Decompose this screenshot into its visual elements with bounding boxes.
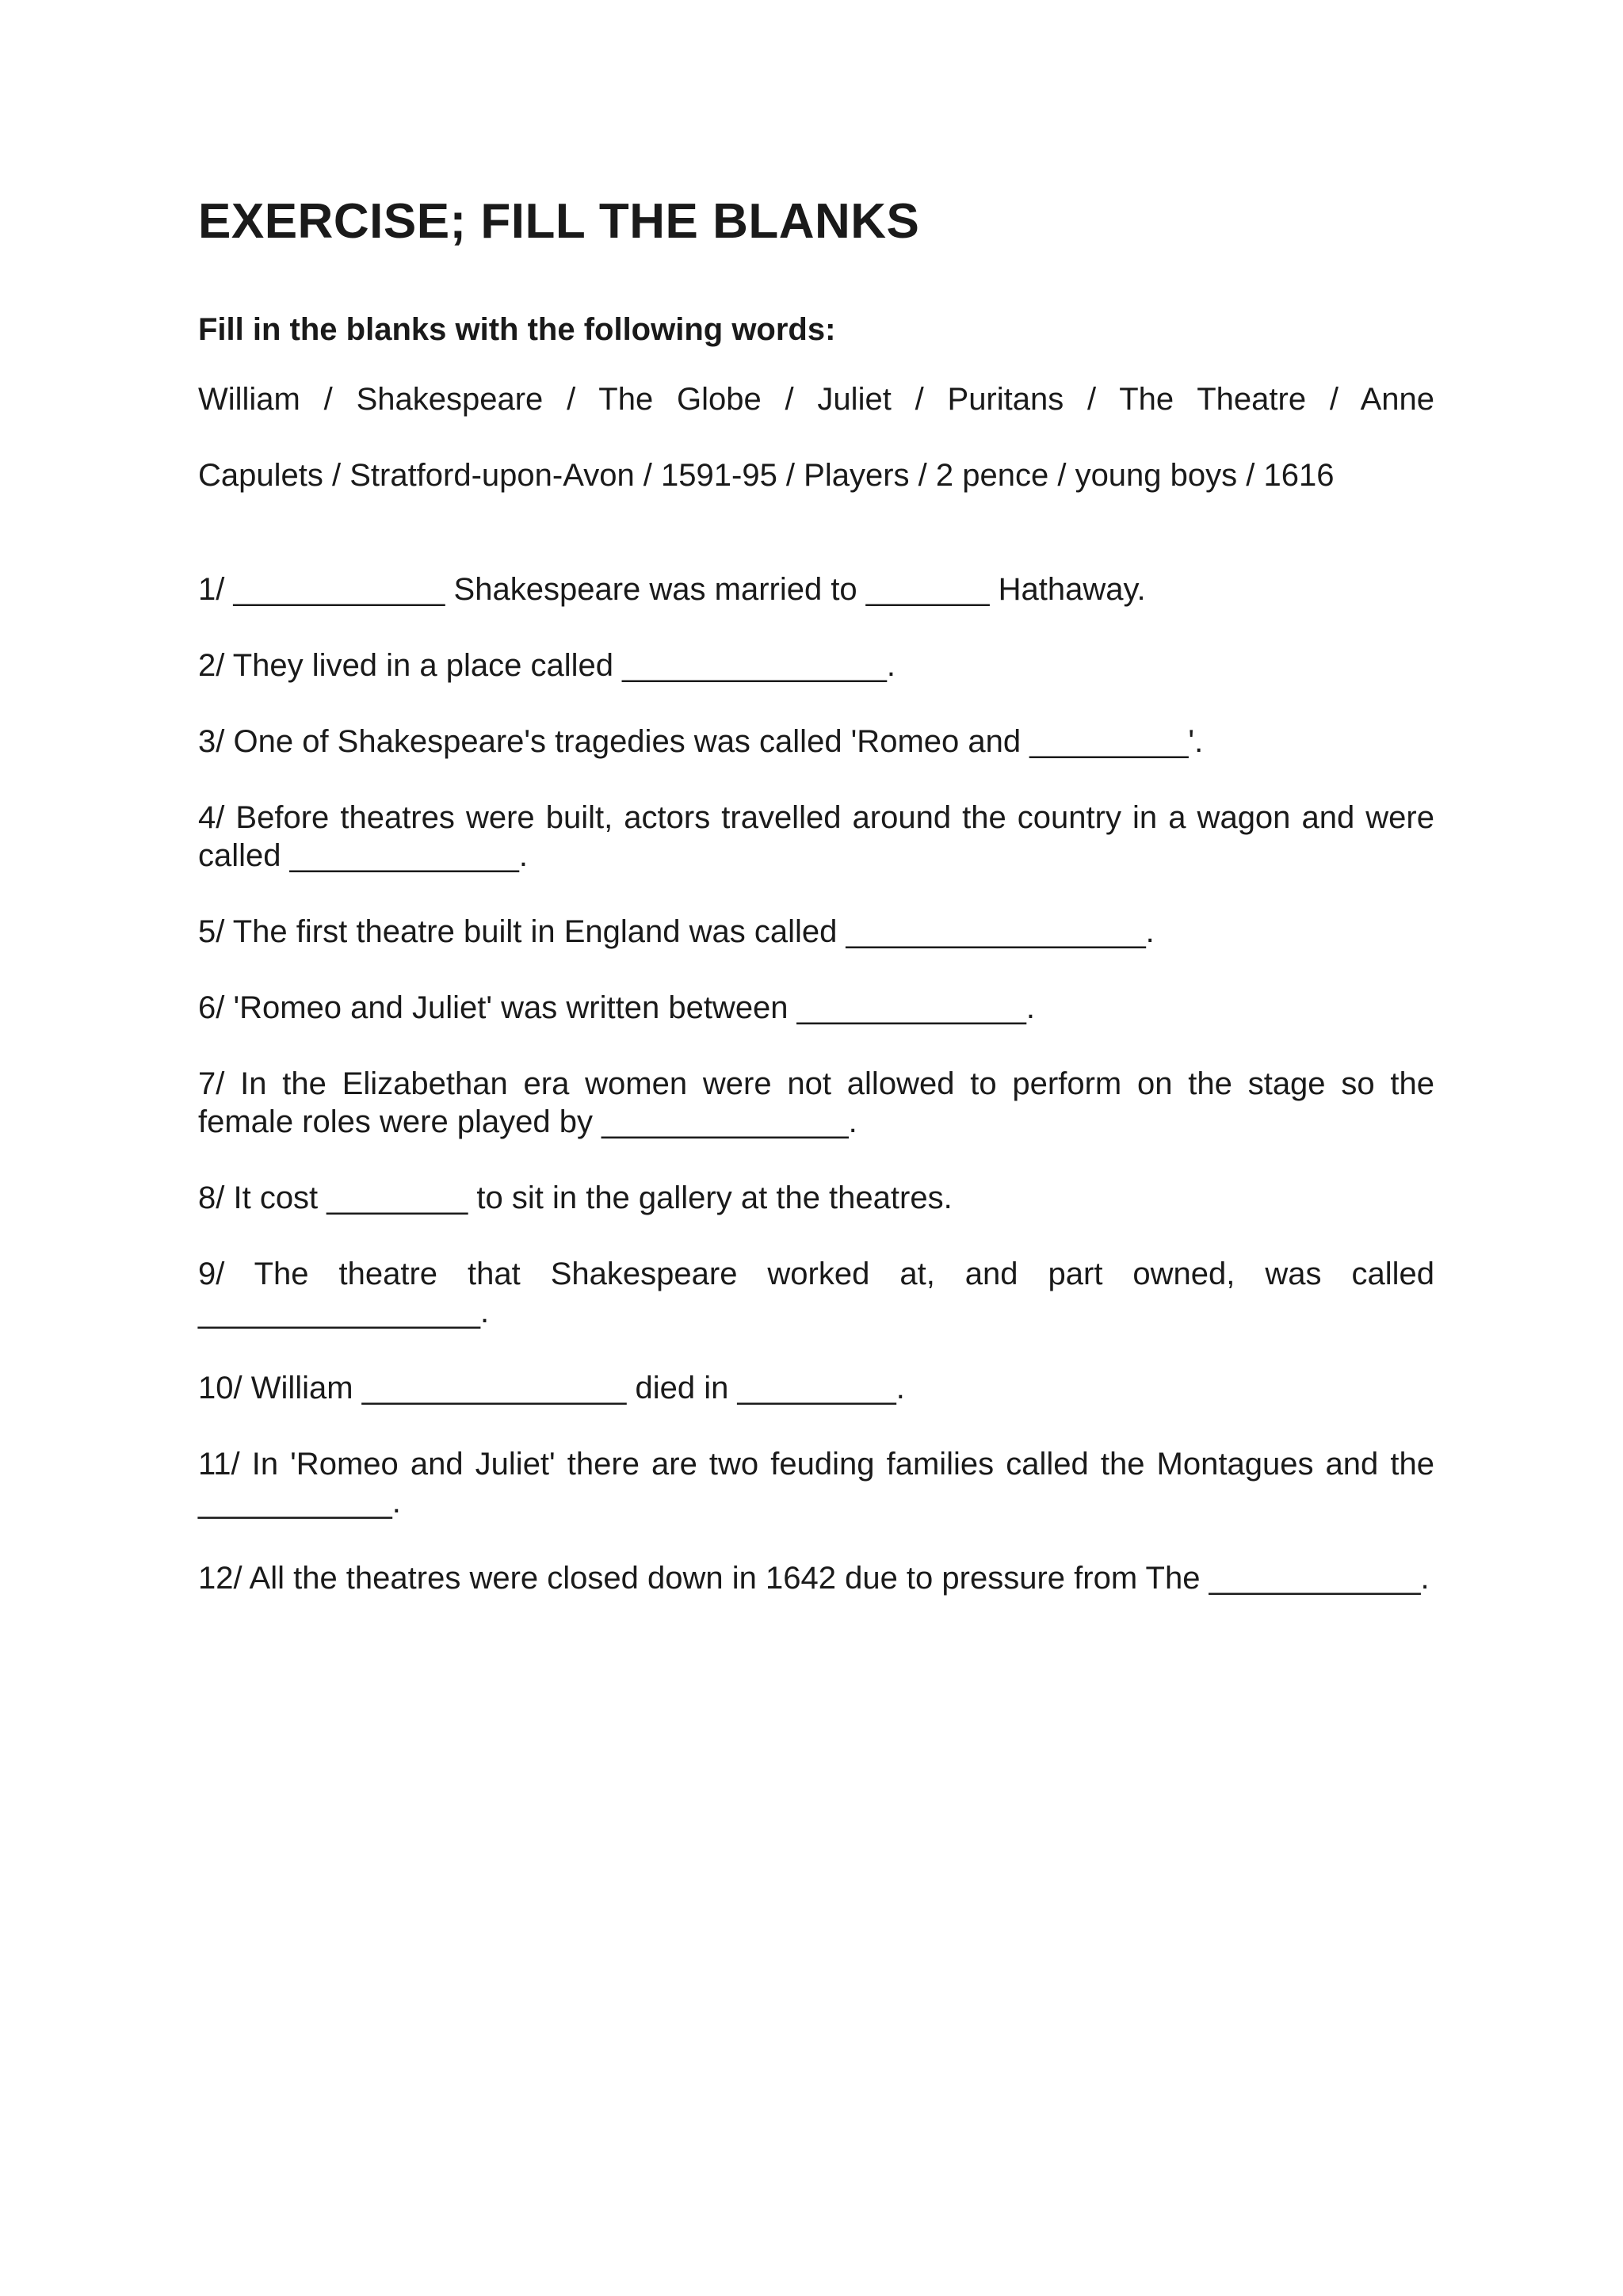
question-1: 1/ ____________ Shakespeare was married to _______ Hathaway. [198, 572, 1146, 607]
question-7: 7/ In the Elizabethan era women were not allowed to perform on the stage so the female roles were played by ______________. [198, 1066, 1434, 1139]
question-8: 8/ It cost ________ to sit in the gallery at the theatres. [198, 1180, 953, 1215]
word-bank-line-2: Capulets / Stratford-upon-Avon / 1591-95 / Players / 2 pence / young boys / 1616 [198, 458, 1335, 493]
question-3: 3/ One of Shakespeare's tragedies was called 'Romeo and _________'. [198, 724, 1204, 759]
instruction-text: Fill in the blanks with the following words: [198, 312, 836, 347]
question-6: 6/ 'Romeo and Juliet' was written between _____________. [198, 990, 1035, 1025]
question-12: 12/ All the theatres were closed down in 1642 due to pressure from The ____________. [198, 1561, 1430, 1596]
question-11: 11/ In 'Romeo and Juliet' there are two feuding families called the Montagues and the ___________. [198, 1447, 1434, 1520]
question-2: 2/ They lived in a place called _______________. [198, 648, 896, 683]
question-10: 10/ William _______________ died in _________. [198, 1371, 905, 1405]
question-4: 4/ Before theatres were built, actors travelled around the country in a wagon and were called _____________. [198, 800, 1434, 873]
word-bank-line-1: William / Shakespeare / The Globe / Juliet / Puritans / The Theatre / Anne [198, 382, 1434, 417]
question-5: 5/ The first theatre built in England was called _________________. [198, 914, 1155, 949]
worksheet-page [198, 193, 1434, 1635]
question-9: 9/ The theatre that Shakespeare worked at, and part owned, was called ________________. [198, 1257, 1434, 1329]
page-title: EXERCISE; FILL THE BLANKS [198, 194, 920, 249]
